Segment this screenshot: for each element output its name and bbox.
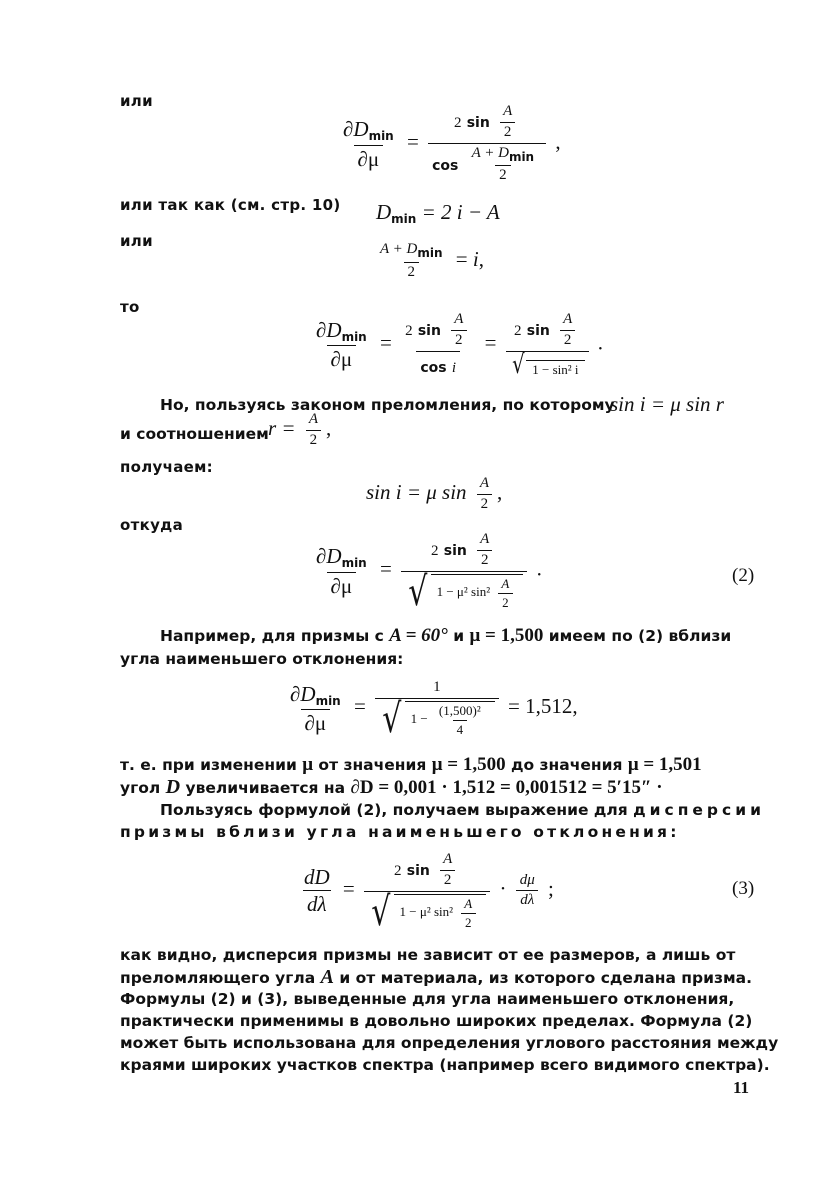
equation-number-3: (3) [732,878,755,899]
word-ili-tak-kak: или так как (см. стр. 10) [120,196,341,214]
paragraph-final-line5: может быть использована для определения углового расстояния между [120,1034,779,1052]
paragraph-final-line6: краями широких участков спектра (например всего видимого спектра). [120,1056,770,1074]
page-number: 11 [733,1078,750,1097]
paragraph-dispersion-line1: Пользуясь формулой (2), получаем выражение для дисперсии [160,801,765,819]
equation-r: r = $\frac{A}{2}$ , [268,411,332,448]
equation-dmin: $D_{min} = 2$ i − A [376,200,500,226]
word-poluchaem: получаем: [120,458,213,476]
equation-snell: sin i = μ sin r [610,392,724,416]
equation-half-sum: $\frac{A + D_{min}}{2}$ = i, [380,241,484,280]
eq1-rhs: 2 sin $\frac{A}{2}$ cos $\frac{A + D_{min}}{2}$ [428,104,546,184]
equation-3: $\frac{dD}{d\lambda}$ = 2 sin $\frac{A}{2}$ √ 1 − μ² sin² $\frac{A}{2}$ · $\frac{d\mu}{d\lambda}$ ; [304,851,554,935]
paragraph-change-line1: т. е. при изменении μ от значения μ = 1,500 до значения μ = 1,501 [120,754,702,775]
paragraph-final-line2: преломляющего угла A и от материала, из которого сделана призма. [120,966,752,988]
word-otkuda: откуда [120,516,183,534]
equation-2: $\frac{\partial D_{min}}{\partial\mu}$ = 2 sin $\frac{A}{2}$ √ 1 − μ² sin² $\frac{A}{2}$ . [316,531,542,615]
word-ili-1: или [120,92,153,110]
paragraph-final-line3: Формулы (2) и (3), выведенные для угла наименьшего отклонения, [120,990,735,1008]
equation-sini: sin i = μ sin $\frac{A}{2}$ , [366,475,503,512]
paragraph-example-line2: угла наименьшего отклонения: [120,650,404,668]
eq1-lhs: $\frac{\partial D_{min}}{\partial\mu}$ [343,117,394,171]
paragraph-final-line4: практически применимы в довольно широких пределах. Формула (2) [120,1012,753,1030]
paragraph-ratio: и соотношением [120,425,269,443]
paragraph-change-line2: угол D увеличивается на ∂D = 0,001 · 1,512 = 0,001512 = 5′15″ · [120,776,663,798]
paragraph-dispersion-line2: призмы вблизи угла наименьшего отклонения: [120,823,680,841]
equation-number-2: (2) [732,565,755,586]
paragraph-example-line1: Например, для призмы с A = 60° и μ = 1,500 имеем по (2) вблизи [160,625,732,646]
equation-cos-i: $\frac{\partial D_{min}}{\partial\mu}$ = 2 sin $\frac{A}{2}$ cos i = 2 sin $\frac{A}{2}$ √ 1 − sin² i . [316,311,604,380]
word-ili-2: или [120,232,153,250]
paragraph-final-line1: как видно, дисперсия призмы не зависит от ее размеров, а лишь от [120,946,736,964]
word-to: то [120,298,140,316]
equation-numeric: $\frac{\partial D_{min}}{\partial\mu}$ = 1 √ 1 − $\frac{\text{(1,500)²}}{4}$ = 1,512, [290,679,578,742]
equation-1: $\frac{\partial D_{min}}{\partial\mu}$ = 2 sin $\frac{A}{2}$ cos $\frac{A + D_{min}}{2}$ , [335,104,561,184]
paragraph-snell: Но, пользуясь законом преломления, по которому [160,396,615,414]
